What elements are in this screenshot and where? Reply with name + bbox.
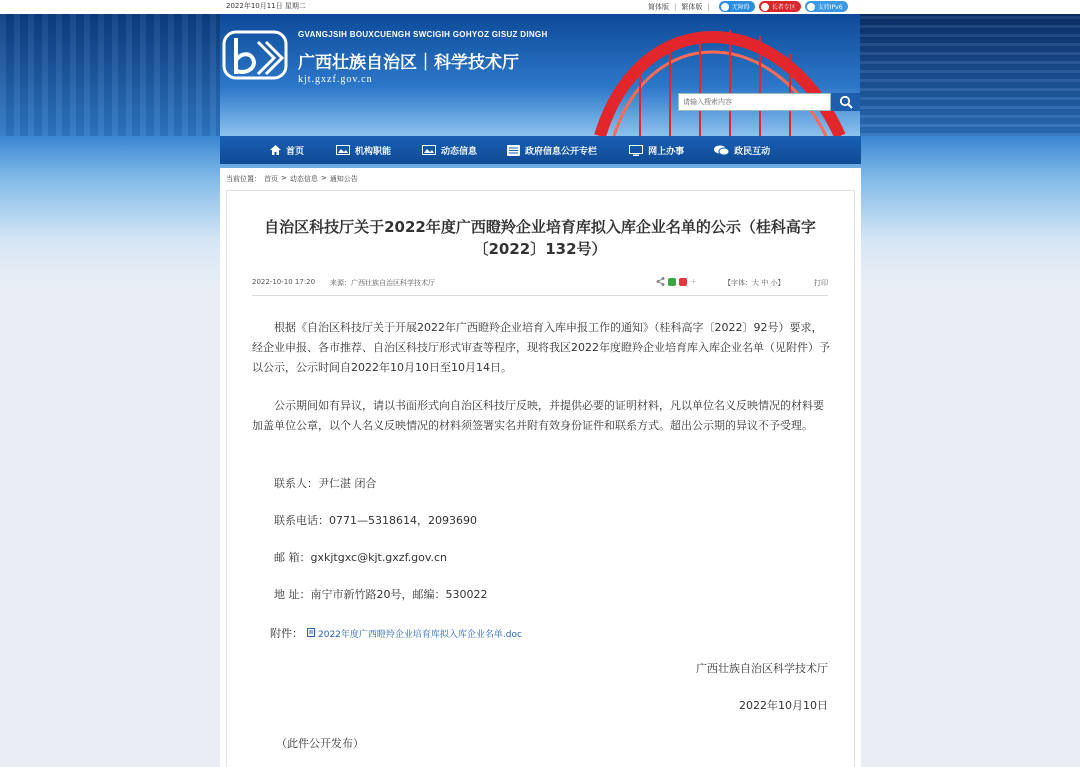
breadcrumb-prefix: 当前位置： xyxy=(226,175,261,183)
site-title: 广西壮族自治区｜科学技术厅 xyxy=(298,53,519,73)
accessibility-label: 无障碍 xyxy=(731,4,750,11)
top-strip xyxy=(0,0,1080,14)
breadcrumb-sep: > xyxy=(320,174,327,182)
article-source: 来源：广西壮族自治区科学技术厅 xyxy=(330,279,435,287)
link-simplified[interactable]: 简体版 xyxy=(648,2,669,11)
nav-item-online-service[interactable] xyxy=(629,136,684,164)
accessibility-button[interactable] xyxy=(719,1,755,12)
bridge-illustration xyxy=(580,14,880,136)
contact-person: 联系人：尹仁湛 闭合 xyxy=(274,477,377,490)
monitor-icon xyxy=(629,145,643,156)
breadcrumb-sep: > xyxy=(281,174,287,182)
article-title-line2: 〔2022〕132号） xyxy=(473,240,607,258)
meta-divider xyxy=(252,295,828,296)
more-share-icon[interactable]: + xyxy=(690,277,697,286)
elderly-icon xyxy=(761,3,769,11)
main-nav xyxy=(220,136,861,164)
wechat-share-icon[interactable] xyxy=(668,278,676,286)
nav-label: 机构职能 xyxy=(355,146,392,157)
breadcrumb-home[interactable]: 首页 xyxy=(264,175,278,183)
breadcrumb xyxy=(220,168,861,188)
current-date: 2022年10月11日 星期二 xyxy=(226,2,306,10)
doc-file-icon xyxy=(307,628,315,637)
signature-organization: 广西壮族自治区科学技术厅 xyxy=(696,662,828,675)
ipv6-label: 支持IPv6 xyxy=(817,4,843,11)
nav-label: 动态信息 xyxy=(441,146,478,157)
article-meta xyxy=(252,278,828,290)
contact-address: 地 址：南宁市新竹路20号，邮编：530022 xyxy=(274,588,488,601)
article-title-line1: 自治区科技厅关于2022年度广西瞪羚企业培育库拟入库企业名单的公示（桂科高字 xyxy=(264,218,816,236)
share-bar xyxy=(656,277,697,286)
contact-email: 邮 箱：gxkjtgxc@kjt.gxzf.gov.cn xyxy=(274,551,448,564)
separator: | xyxy=(674,2,677,11)
attachment-label: 附件： xyxy=(270,627,303,640)
ipv6-badge xyxy=(805,1,848,12)
elderly-zone-button[interactable] xyxy=(759,1,801,12)
share-icon[interactable] xyxy=(656,277,665,286)
picture-icon xyxy=(422,145,436,155)
publication-note: （此件公开发布） xyxy=(276,737,364,750)
document-icon xyxy=(507,145,520,156)
nav-item-news[interactable] xyxy=(422,136,477,164)
weibo-share-icon[interactable] xyxy=(679,278,687,286)
home-icon xyxy=(270,145,281,155)
signature-date: 2022年10月10日 xyxy=(739,699,828,712)
banner-right-decoration xyxy=(860,14,1080,136)
site-url: kjt.gxzf.gov.cn xyxy=(298,74,373,85)
article-datetime: 2022-10-10 17:20 xyxy=(252,278,316,286)
nav-label: 网上办事 xyxy=(648,146,685,157)
nav-item-home[interactable] xyxy=(270,136,304,164)
print-button[interactable]: 打印 xyxy=(814,279,828,287)
logo-icon xyxy=(222,30,292,82)
attachment-row xyxy=(270,625,522,641)
picture-icon xyxy=(336,145,350,155)
separator: | xyxy=(707,2,710,11)
search-input[interactable]: 请输入搜索内容 xyxy=(678,93,831,111)
top-links xyxy=(648,1,848,12)
nav-item-gov-info[interactable] xyxy=(507,136,597,164)
ipv6-icon xyxy=(807,3,815,11)
font-size-control[interactable]: 【字体：大 中 小】 xyxy=(724,279,785,287)
article-paragraph-2: 公示期间如有异议，请以书面形式向自治区科技厅反映，并提供必要的证明材料，凡以单位名义反映情况的材料要加盖单位公章，以个人名义反映情况的材料须签署实名并附有效身份证件和联系方式。超出公示期的异议不予受理。 xyxy=(252,399,824,432)
breadcrumb-news[interactable]: 动态信息 xyxy=(289,175,318,183)
nav-item-interaction[interactable] xyxy=(714,136,770,164)
link-traditional[interactable]: 繁体版 xyxy=(681,2,703,11)
elderly-label: 长者专区 xyxy=(771,4,796,11)
search-icon xyxy=(839,95,853,109)
contact-phone: 联系电话：0771—5318614，2093690 xyxy=(274,514,477,527)
accessibility-icon xyxy=(721,3,729,11)
banner-left-decoration xyxy=(0,14,220,136)
nav-item-organization[interactable] xyxy=(336,136,391,164)
attachment-link[interactable]: 2022年度广西瞪羚企业培育库拟入库企业名单.doc xyxy=(318,630,522,640)
breadcrumb-notices[interactable]: 通知公告 xyxy=(329,175,358,183)
search-button[interactable] xyxy=(831,93,860,111)
nav-label: 首页 xyxy=(286,146,305,157)
logo-pinyin: GVANGJSIH BOUXCUENGH SWCIGIH GOHYOZ GISUZ DINGH xyxy=(298,30,548,39)
nav-label: 政府信息公开专栏 xyxy=(525,146,598,157)
nav-label: 政民互动 xyxy=(734,146,771,157)
article-paragraph-1: 根据《自治区科技厅关于开展2022年广西瞪羚企业培育入库申报工作的通知》（桂科高字〔2022〕92号）要求，经企业申报、各市推荐、自治区科技厅形式审查等程序，现将我区2022年度瞪羚企业培育库入库企业名单（见附件）予以公示，公示时间自2022年10月10日至10月14日。 xyxy=(252,321,830,374)
chat-icon xyxy=(714,145,729,156)
article-title xyxy=(244,216,836,260)
